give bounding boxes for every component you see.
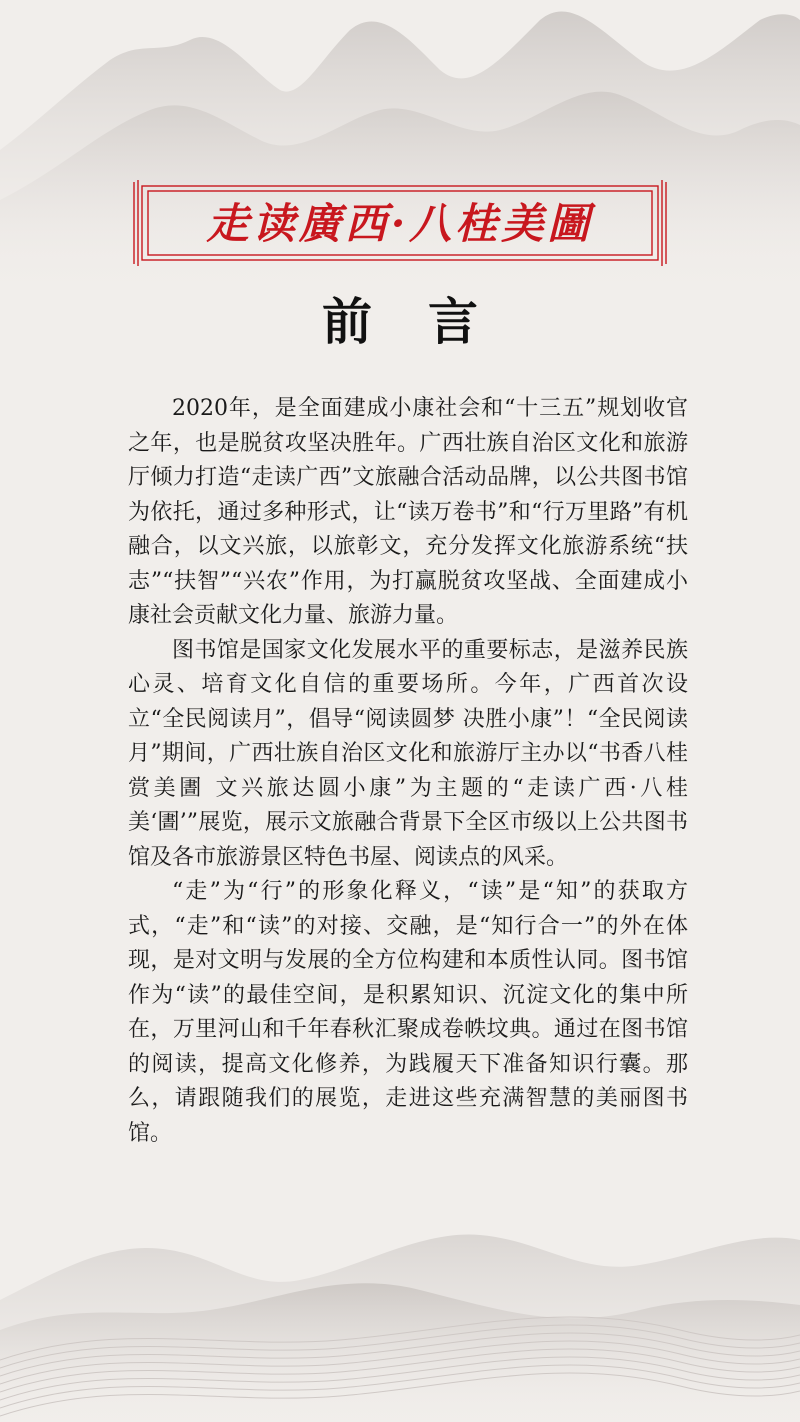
- paragraph-2: 图书馆是国家文化发展水平的重要标志，是滋养民族心灵、培育文化自信的重要场所。今年，广西首次设立“全民阅读月”，倡导“阅读圆梦 决胜小康”！“全民阅读月”期间，广西壮族自治区文化和旅游厅主办以“书香八桂赏美圕 文兴旅达圆小康”为主题的“走读广西·八桂美‘圕’”展览，展示文旅融合背景下全区市级以上公共图书馆及各市旅游景区特色书屋、阅读点的风采。: [128, 637, 688, 870]
- paragraph-3: “走”为“行”的形象化释义，“读”是“知”的获取方式，“走”和“读”的对接、交融，是“知行合一”的外在体现，是对文明与发展的全方位构建和本质性认同。图书馆作为“读”的最佳空间，是积累知识、沉淀文化的集中所在，万里河山和千年春秋汇聚成卷帙坟典。通过在图书馆的阅读，提高文化修养，为践履天下准备知识行囊。那么，请跟随我们的展览，走进这些充满智慧的美丽图书馆。: [128, 879, 688, 1146]
- title-banner: [128, 180, 672, 266]
- title-char-1: 前: [322, 292, 372, 351]
- paragraph-1: 2020年，是全面建成小康社会和“十三五”规划收官之年，也是脱贫攻坚决胜年。广西壮族自治区文化和旅游厅倾力打造“走读广西”文旅融合活动品牌，以公共图书馆为依托，通过多种形式，让“读万卷书”和“行万里路”有机融合，以文兴旅，以旅彰文，充分发挥文化旅游系统“扶志”“扶智”“兴农”作用，为打赢脱贫攻坚战、全面建成小康社会贡献文化力量、旅游力量。: [128, 396, 688, 628]
- banner-title: 走读廣西·八桂美圖: [206, 199, 594, 248]
- title-char-2: 言: [428, 292, 478, 351]
- preface-text: [128, 392, 688, 1151]
- page-title: [0, 290, 800, 354]
